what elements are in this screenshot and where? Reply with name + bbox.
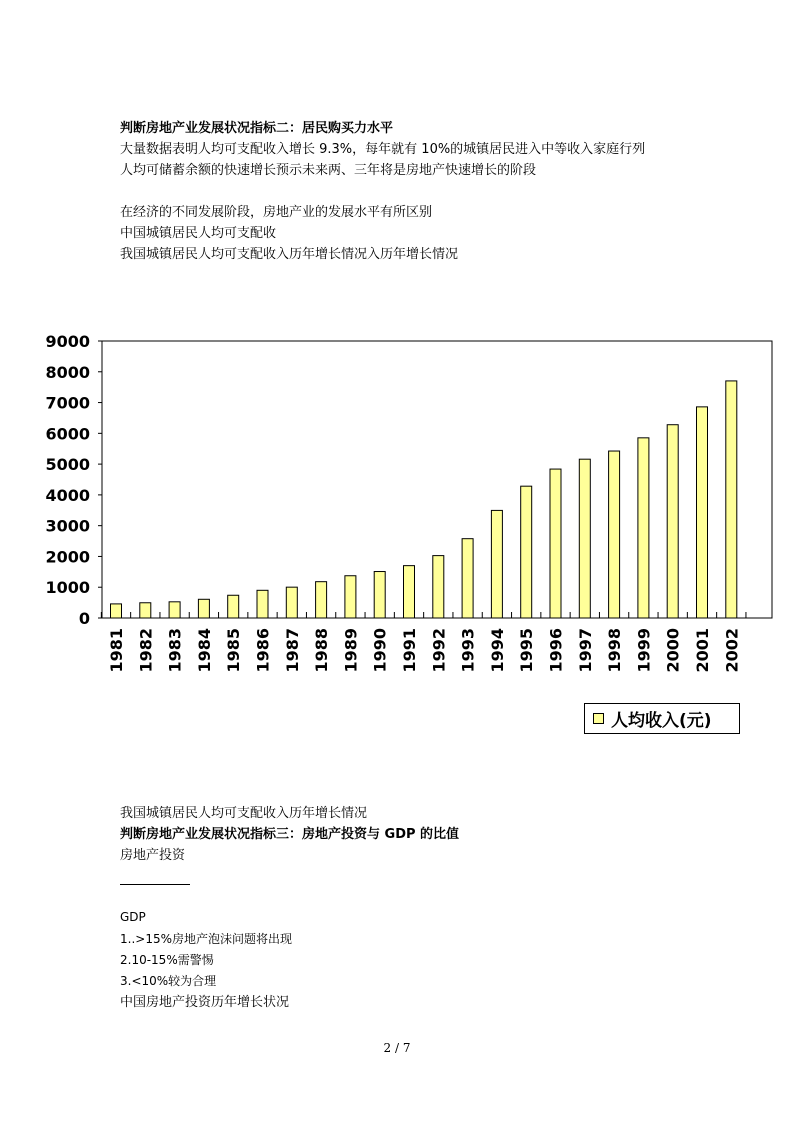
bar-1986 — [257, 590, 268, 618]
bar-2002 — [726, 381, 737, 618]
bar-1994 — [491, 510, 502, 618]
x-tick-label: 1989 — [341, 628, 361, 673]
bar-1999 — [638, 438, 649, 618]
section2-para2-line-3: 我国城镇居民人均可支配收入历年增长情况入历年增长情况 — [120, 247, 459, 262]
x-tick-label: 1991 — [400, 628, 419, 673]
bar-1981 — [111, 604, 122, 618]
bar-1995 — [521, 486, 532, 618]
y-tick-label: 6000 — [45, 424, 90, 444]
y-tick-label: 8000 — [45, 362, 90, 382]
ratio-denominator: GDP — [120, 910, 146, 924]
section2-heading: 判断房地产业发展状况指标二：居民购买力水平 — [120, 121, 394, 136]
bar-1993 — [462, 539, 473, 618]
x-tick-label: 1992 — [429, 628, 449, 673]
x-tick-label: 1994 — [487, 628, 507, 673]
x-tick-label: 1986 — [253, 628, 273, 673]
bar-1998 — [609, 451, 620, 618]
x-tick-label: 1993 — [458, 628, 478, 673]
x-tick-label: 2001 — [693, 628, 712, 673]
y-tick-label: 1000 — [45, 578, 90, 598]
x-tick-label: 1987 — [282, 628, 302, 673]
x-tick-label: 1983 — [165, 628, 185, 673]
y-tick-label: 2000 — [45, 547, 90, 567]
y-tick-label: 7000 — [45, 393, 90, 413]
x-tick-label: 1998 — [605, 628, 625, 673]
legend-label: 人均收入(元) — [611, 711, 712, 731]
x-tick-label: 1990 — [370, 628, 390, 673]
x-tick-label: 2002 — [722, 628, 742, 673]
bar-1988 — [316, 582, 327, 618]
bar-2000 — [667, 425, 678, 618]
y-tick-label: 3000 — [45, 516, 90, 536]
section2-line-1: 大量数据表明人均可支配收入增长 9.3%，每年就有 10%的城镇居民进入中等收入家庭行列 — [120, 142, 646, 157]
bar-2001 — [697, 407, 708, 618]
chart-caption: 我国城镇居民人均可支配收入历年增长情况 — [120, 806, 368, 821]
chart-legend — [584, 703, 740, 734]
ratio-numerator: 房地产投资 — [120, 848, 186, 863]
y-tick-label: 4000 — [45, 485, 90, 505]
x-tick-label: 1985 — [224, 628, 244, 673]
income-bar-chart — [0, 320, 794, 690]
y-tick-label: 5000 — [45, 455, 90, 475]
y-tick-label: 0 — [78, 609, 90, 628]
section3-heading: 判断房地产业发展状况指标三：房地产投资与 GDP 的比值 — [120, 827, 460, 842]
bar-1982 — [140, 603, 151, 618]
bar-1983 — [169, 602, 180, 618]
section2-line-2: 人均可储蓄余额的快速增长预示未来两、三年将是房地产快速增长的阶段 — [120, 163, 537, 178]
rule-1: 1..>15%房地产泡沫问题将出现 — [120, 932, 292, 946]
x-tick-label: 1988 — [312, 628, 332, 673]
x-tick-label: 1996 — [546, 628, 566, 673]
x-tick-label: 1999 — [634, 628, 654, 673]
section2-para2-line-2: 中国城镇居民人均可支配收 — [120, 226, 277, 241]
x-tick-label: 1995 — [517, 628, 537, 673]
x-tick-label: 1984 — [194, 628, 214, 673]
closing-line: 中国房地产投资历年增长状况 — [120, 995, 290, 1010]
bar-1996 — [550, 469, 561, 618]
bar-1997 — [579, 459, 590, 618]
bar-1991 — [404, 566, 415, 618]
bar-1990 — [374, 572, 385, 618]
x-tick-label: 1997 — [575, 628, 595, 673]
bar-1987 — [286, 587, 297, 618]
bar-1984 — [198, 599, 209, 618]
x-tick-label: 1981 — [107, 628, 126, 673]
legend-swatch — [593, 713, 604, 724]
y-tick-label: 9000 — [45, 332, 90, 351]
rule-3: 3.<10%较为合理 — [120, 974, 217, 988]
x-tick-label: 1982 — [136, 628, 156, 673]
rule-2: 2.10-15%需警惕 — [120, 953, 214, 967]
bar-1985 — [228, 595, 239, 618]
fraction-bar — [120, 884, 190, 885]
bar-1992 — [433, 556, 444, 618]
bar-1989 — [345, 576, 356, 618]
page-number: 2 / 7 — [383, 1041, 411, 1055]
x-tick-label: 2000 — [663, 628, 683, 673]
section2-para2-line-1: 在经济的不同发展阶段，房地产业的发展水平有所区别 — [120, 205, 433, 220]
